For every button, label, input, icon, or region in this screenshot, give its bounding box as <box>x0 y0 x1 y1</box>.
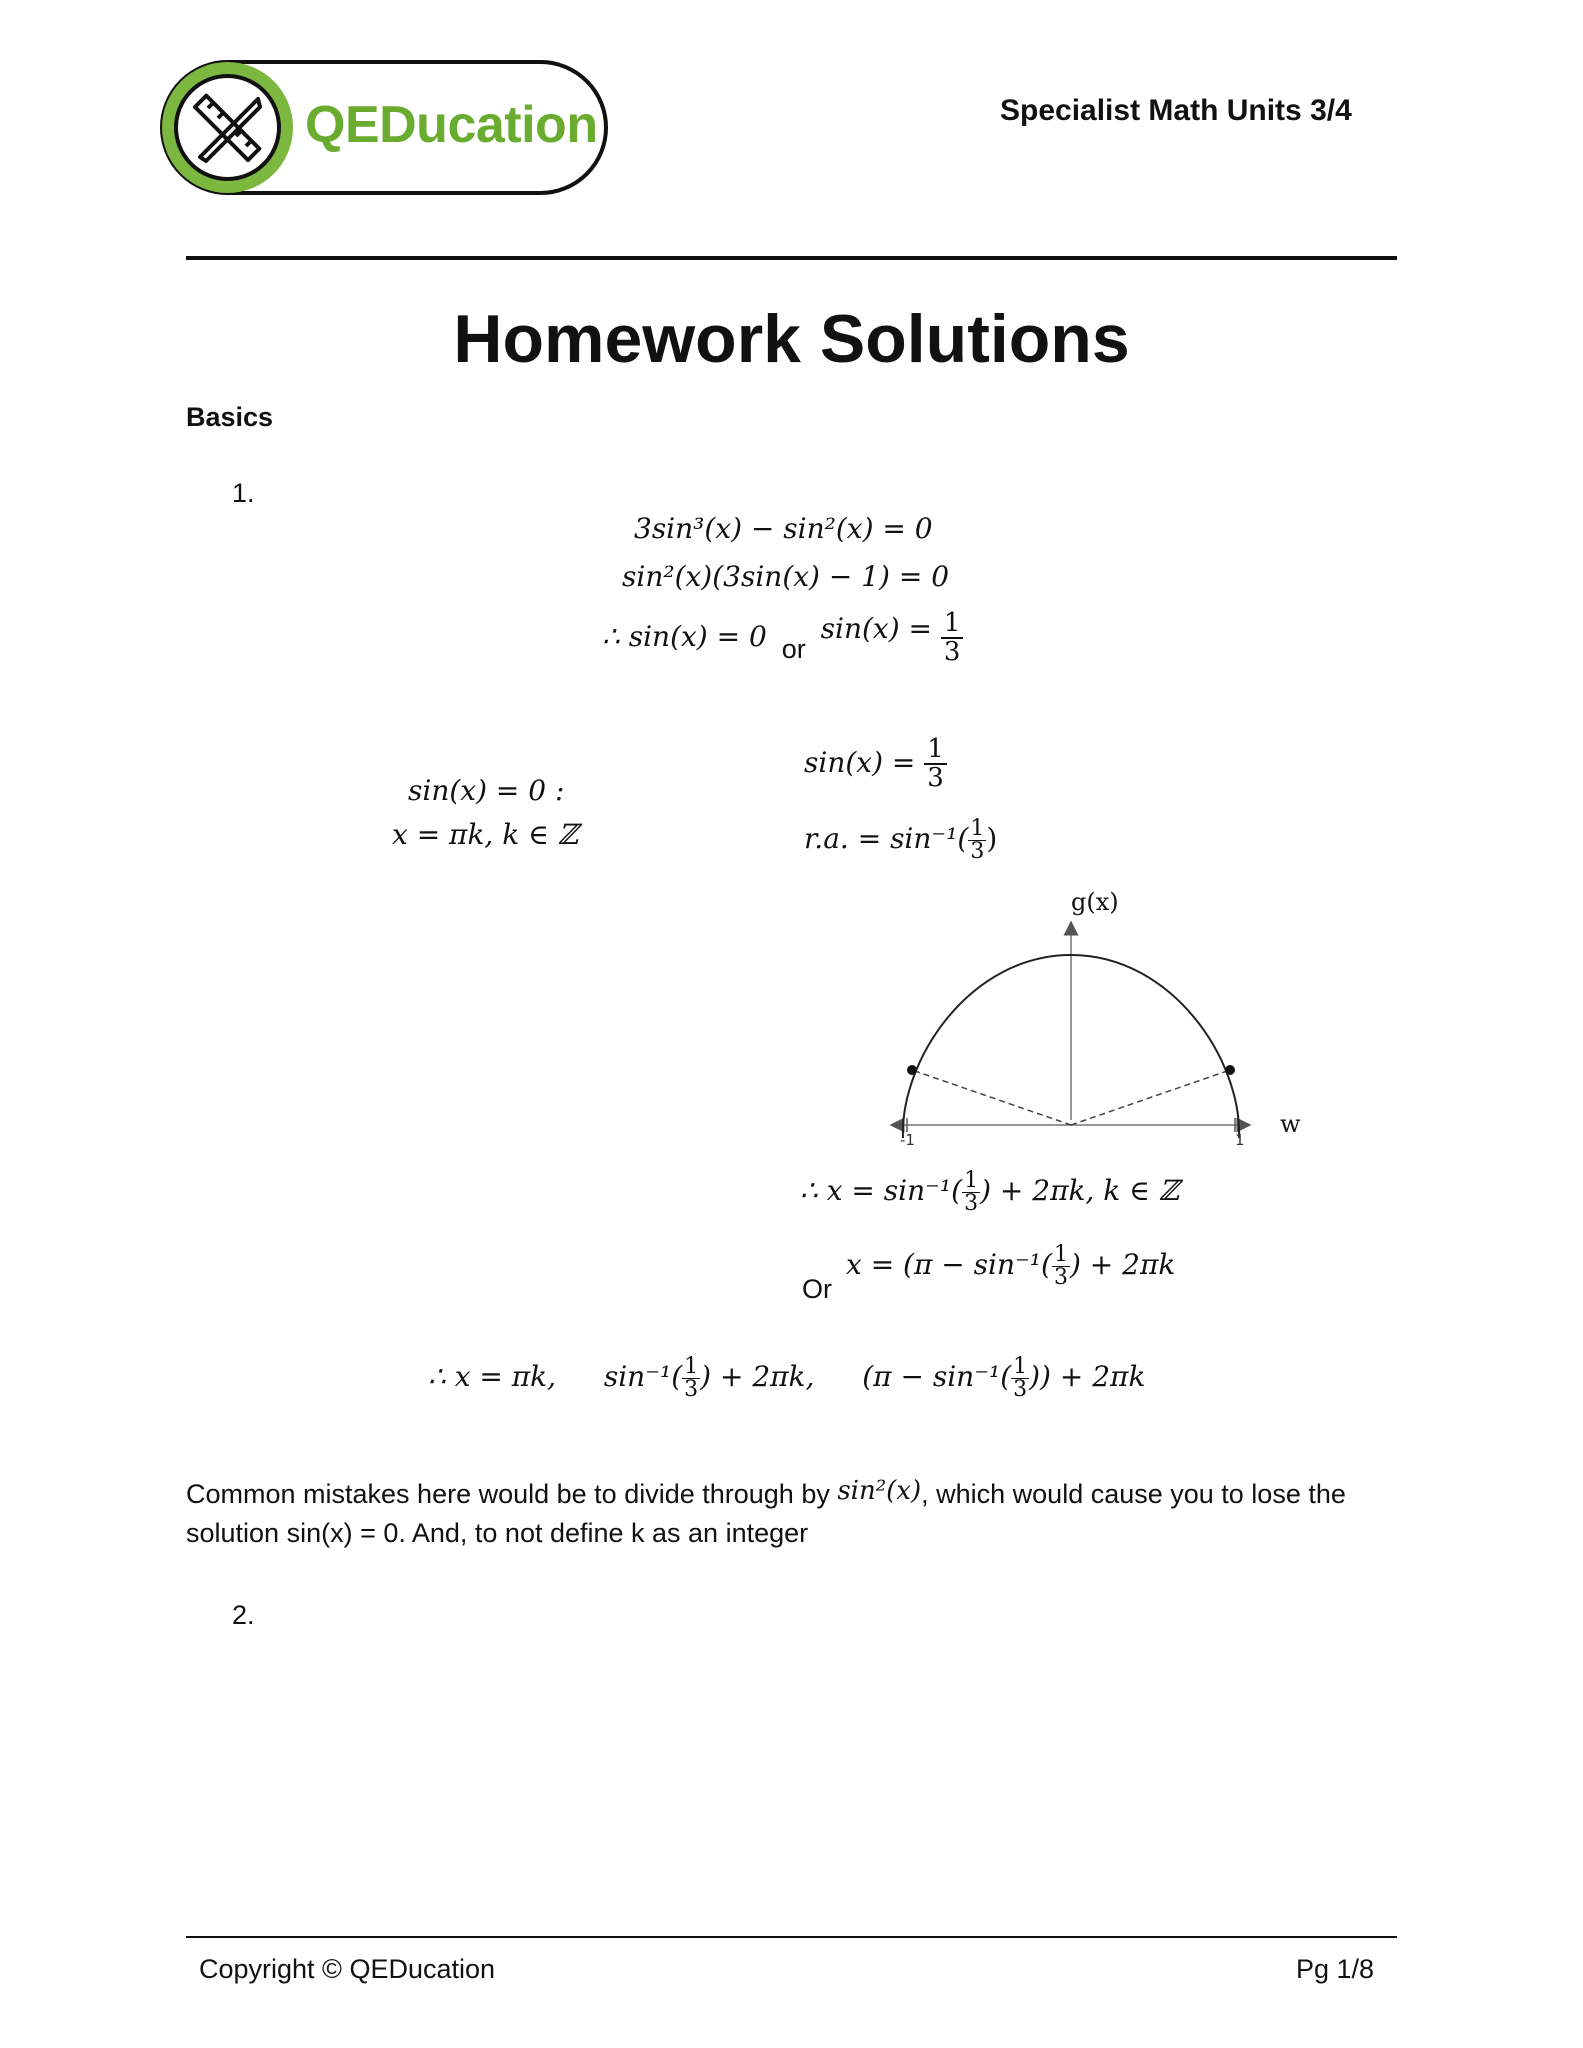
fraction-denominator: 3 <box>684 1377 699 1402</box>
tick-label: 1 <box>1235 1131 1245 1149</box>
y-axis-label: g(x) <box>1071 888 1119 916</box>
connector-text: or <box>781 633 806 664</box>
solution-line <box>800 1170 1179 1215</box>
copyright-text: Copyright © QEDucation <box>199 1954 496 1984</box>
footer-rule <box>186 1936 1397 1938</box>
fraction-denominator: 3 <box>964 1191 979 1216</box>
case-line: sin(x) = 0 : <box>408 774 565 807</box>
inline-math: sin²(x) <box>837 1476 922 1506</box>
tick-label: -1 <box>900 1131 915 1149</box>
x-axis-label: w <box>1280 1110 1301 1138</box>
fraction <box>941 610 964 667</box>
question-number: 2. <box>232 1600 255 1630</box>
equation-part: ) + 2πk <box>1069 1248 1176 1281</box>
fraction-denominator: 3 <box>1053 1265 1068 1290</box>
logo-badge <box>174 74 281 181</box>
equation-part: (π − sin⁻¹( <box>862 1360 1012 1393</box>
fraction-denominator: 3 <box>943 637 961 668</box>
common-mistakes-paragraph <box>186 1475 1406 1552</box>
fraction <box>968 818 986 863</box>
equation-part: ∴ sin(x) = 0 <box>602 619 767 653</box>
equation-part: )) + 2πk <box>1029 1360 1146 1393</box>
page-title: Homework Solutions <box>453 301 1130 377</box>
equation-part: ∴ x = sin⁻¹( <box>800 1174 963 1207</box>
case-line: x = πk, k ∈ ℤ <box>392 818 579 851</box>
radius-line <box>912 1070 1071 1125</box>
radius-line <box>1071 1070 1230 1125</box>
section-heading: Basics <box>186 402 274 432</box>
page-number: Pg 1/8 <box>1296 1954 1375 1984</box>
pencil-ruler-cross-icon <box>178 78 277 177</box>
fraction-numerator: 1 <box>1013 1354 1028 1379</box>
final-answer <box>428 1356 1145 1401</box>
fraction-numerator: 1 <box>924 736 947 765</box>
brand-name: QEDucation <box>305 96 598 154</box>
equation-part: ) + 2πk, <box>700 1360 815 1393</box>
equation-part: sin(x) = <box>804 745 916 779</box>
fraction <box>1052 1244 1070 1289</box>
paragraph-text: Common mistakes here would be to divide through by <box>186 1479 838 1509</box>
fraction-denominator: 3 <box>970 839 985 864</box>
equation-line: 3sin³(x) − sin²(x) = 0 <box>634 512 933 545</box>
intersection-point <box>907 1065 917 1075</box>
equation-part: ∴ x = πk, <box>428 1360 557 1393</box>
solution-line <box>846 1244 1175 1289</box>
course-title: Specialist Math Units 3/4 <box>1000 94 1352 127</box>
case-line: r.a. = sin⁻¹( $\frac{1}{3}$ ) <box>804 816 998 864</box>
fraction <box>924 736 947 793</box>
equation-part: sin⁻¹( <box>603 1360 683 1393</box>
fraction <box>962 1170 980 1215</box>
equation-line <box>602 610 963 667</box>
equation-line: sin²(x)(3sin(x) − 1) = 0 <box>622 560 950 593</box>
question-number: 1. <box>232 478 255 508</box>
equation-part: r.a. = sin⁻¹( <box>804 822 969 855</box>
fraction-numerator: 1 <box>964 1168 979 1193</box>
fraction-numerator: 1 <box>1053 1242 1068 1267</box>
connector-text: Or <box>802 1274 832 1304</box>
equation-part: sin(x) = <box>820 611 932 645</box>
equation-part: ) + 2πk, k ∈ ℤ <box>980 1174 1180 1207</box>
fraction-numerator: 1 <box>684 1354 699 1379</box>
intersection-point <box>1225 1065 1235 1075</box>
fraction-denominator: 3 <box>927 763 944 794</box>
fraction-numerator: 1 <box>970 816 985 841</box>
fraction <box>1011 1356 1029 1401</box>
fraction-denominator: 3 <box>1013 1377 1028 1402</box>
header-rule <box>186 256 1397 260</box>
case-line <box>804 736 947 793</box>
fraction-numerator: 1 <box>941 610 964 639</box>
paragraph-text: , which would cause you to lose the solution sin(x) = 0. And, to not define k as an integer <box>186 1479 1346 1548</box>
fraction <box>682 1356 700 1401</box>
equation-part: x = (π − sin⁻¹( <box>846 1248 1052 1281</box>
unit-circle-graph <box>860 880 1340 1160</box>
